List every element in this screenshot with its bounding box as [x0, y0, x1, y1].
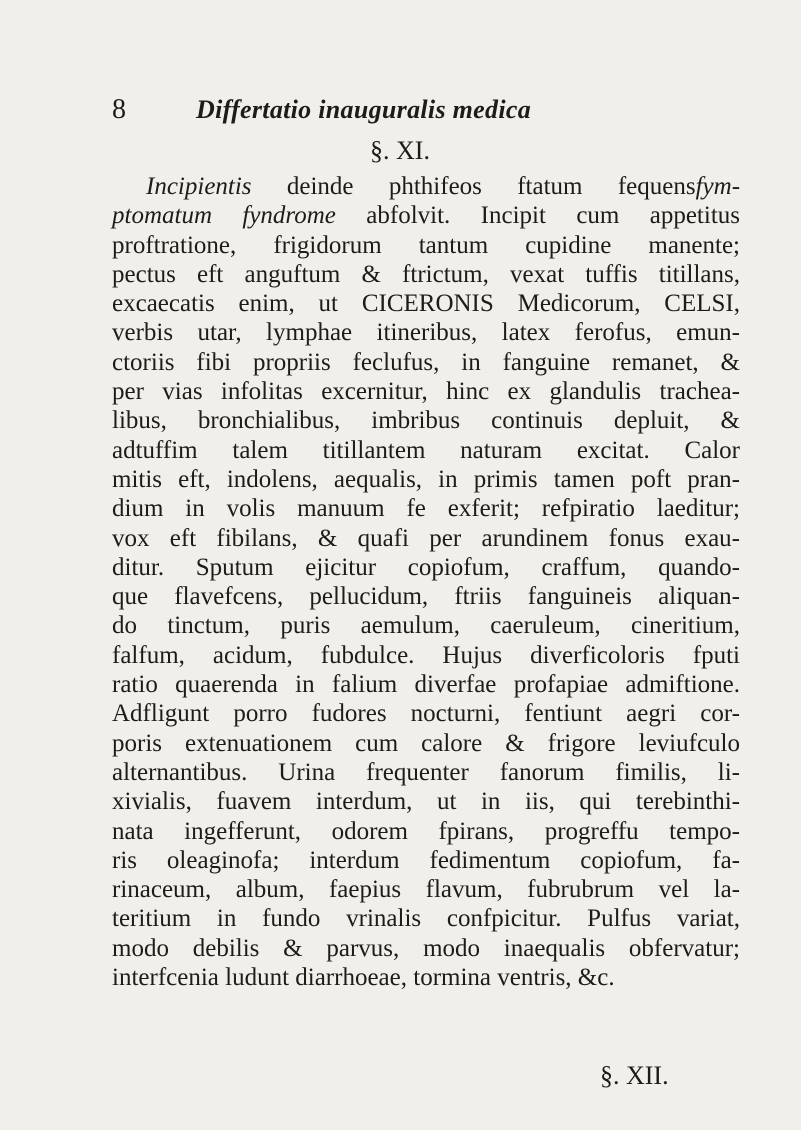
- text-line: falfum, acidum, fubdulce. Hujus diverficoloris fputi: [112, 641, 740, 669]
- text-line: ratio quaerenda in falium diverfae profapiae admiftione.: [112, 671, 740, 699]
- italic-lead: ptomatum fyndrome: [112, 202, 336, 230]
- text-line: alternantibus. Urina frequenter fanorum fimilis, li-: [112, 758, 740, 786]
- text-line: [112, 201, 740, 230]
- text-span: abfolvit. Incipit cum appetitus: [366, 202, 741, 230]
- text-line: verbis utar, lymphae itineribus, latex ferofus, emun-: [112, 319, 740, 347]
- text-line: teritium in fundo vrinalis confpicitur. Pulfus variat,: [112, 905, 740, 933]
- text-line: vox eft fibilans, & quafi per arundinem fonus exau-: [112, 524, 740, 552]
- text-span: deinde phthifeos ftatum fequens: [286, 173, 696, 200]
- next-section-heading: §. XII.: [600, 1061, 669, 1090]
- running-title: Differtatio inauguralis medica: [196, 95, 531, 124]
- body-paragraph: [112, 172, 740, 992]
- running-head: [112, 90, 732, 130]
- text-line: libus, bronchialibus, imbribus continuis depluit, &: [112, 407, 740, 435]
- italic-tail: fym-: [695, 173, 741, 200]
- text-line: proftratione, frigidorum tantum cupidine manente;: [112, 231, 740, 259]
- section-heading: §. XI.: [370, 136, 430, 165]
- text-line: excaecatis enim, ut CICERONIS Medicorum, CELSI,: [112, 290, 740, 318]
- text-line: ris oleaginofa; interdum fedimentum copiofum, fa-: [112, 846, 740, 874]
- text-line: do tinctum, puris aemulum, caeruleum, cineritium,: [112, 612, 740, 640]
- text-line: pectus eft anguftum & ftrictum, vexat tuffis titillans,: [112, 260, 740, 288]
- text-line: Adfligunt porro fudores nocturni, fentiunt aegri cor-: [112, 700, 740, 728]
- text-line: poris extenuationem cum calore & frigore leviufculo: [112, 729, 740, 757]
- text-line: interfcenia ludunt diarrhoeae, tormina ventris, &c.: [112, 964, 615, 992]
- text-line: adtuffim talem titillantem naturam excitat. Calor: [112, 436, 740, 464]
- italic-lead: Incipientis: [146, 173, 252, 200]
- text-line: per vias infolitas excernitur, hinc ex glandulis trachea-: [112, 378, 740, 406]
- text-line: ditur. Sputum ejicitur copiofum, craffum, quando-: [112, 553, 740, 581]
- page-number: 8: [112, 94, 126, 125]
- text-line: que flavefcens, pellucidum, ftriis fanguineis aliquan-: [112, 583, 740, 611]
- text-line: dium in volis manuum fe exferit; refpiratio laeditur;: [112, 495, 740, 523]
- text-line: mitis eft, indolens, aequalis, in primis tamen poft pran-: [112, 465, 740, 493]
- text-line: modo debilis & parvus, modo inaequalis obfervatur;: [112, 934, 740, 962]
- text-line: [112, 172, 740, 201]
- text-line: nata ingefferunt, odorem fpirans, progreffu tempo-: [112, 817, 740, 845]
- text-line: rinaceum, album, faepius flavum, fubrubrum vel la-: [112, 876, 740, 904]
- text-line: ctoriis fibi propriis feclufus, in fanguine remanet, &: [112, 348, 740, 376]
- text-line: xivialis, fuavem interdum, ut in iis, qui terebinthi-: [112, 788, 740, 816]
